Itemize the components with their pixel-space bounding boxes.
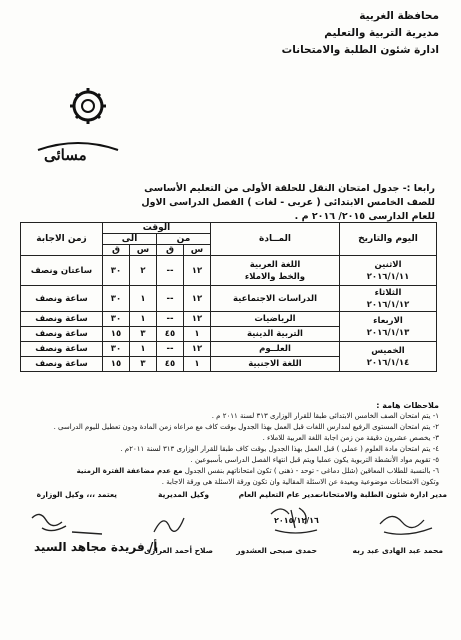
header-from: من (157, 234, 211, 245)
title-line-1: رابعا :- جدول امتحان النقل للحلقة الأولى من التعليم الأساسى (144, 183, 435, 194)
subject-cell (211, 256, 340, 286)
header-to-minutes: ق (103, 245, 130, 256)
signature-name: صلاح أحمد العرازى (144, 546, 213, 555)
header-subject: المــادة (211, 223, 340, 256)
from-hours: ١٢ (184, 256, 211, 286)
from-minutes: ٤٥ (157, 327, 184, 342)
signature-name-undersecretary: أ/ فريدة مجاهد السيد (34, 540, 158, 554)
to-hours: ١ (130, 286, 157, 312)
note-item: وتكون الامتحانات موضوعية ويعيدة عن الاسئلة المقالية وان تكون ورقة الاسئلة هى ورقة الاجابة . (161, 478, 439, 486)
duration-cell: ساعتان ونصف (21, 256, 103, 286)
day-name: الاربعاء (373, 315, 403, 326)
note-item (19, 466, 439, 477)
to-hours: ٣ (130, 327, 157, 342)
from-hours: ١٢ (184, 286, 211, 312)
header-from-minutes: ق (157, 245, 184, 256)
logo-text: مسائى (44, 146, 87, 164)
notes-section (19, 400, 439, 488)
duration-cell: ساعة ونصف (21, 357, 103, 372)
from-hours: ١٢ (184, 312, 211, 327)
from-hours: ١٢ (184, 342, 211, 357)
to-minutes: ٣٠ (103, 342, 130, 357)
to-hours: ٣ (130, 357, 157, 372)
to-hours: ١ (130, 342, 157, 357)
to-minutes: ١٥ (103, 327, 130, 342)
from-minutes: ٤٥ (157, 357, 184, 372)
day-date: ٢٠١٦/١/١٢ (366, 299, 410, 310)
subject-name: الدراسات الاجتماعية (211, 286, 340, 312)
to-minutes: ٣٠ (103, 256, 130, 286)
day-cell (340, 312, 437, 342)
department-line: ادارة شئون الطلبة والامتحانات (281, 44, 439, 56)
day-cell (340, 286, 437, 312)
table-row (21, 312, 437, 327)
to-hours: ١ (130, 312, 157, 327)
day-name: الاثنين (374, 259, 402, 270)
header-to-hours: س (130, 245, 157, 256)
day-date: ٢٠١٦/١/١١ (366, 271, 410, 282)
day-name: الثلاثاء (374, 287, 402, 298)
directorate-line: مديرية التربية والتعليم (324, 27, 439, 39)
signature-title: مدير ادارة شئون الطلبة والامتحانات (315, 490, 447, 499)
to-minutes: ٣٠ (103, 286, 130, 312)
day-date: ٢٠١٦/١/١٣ (366, 327, 410, 338)
signature-title: وكيل المديرية (158, 490, 209, 499)
header-duration: زمن الاجابة (21, 223, 103, 256)
handwritten-signature (150, 510, 190, 540)
from-minutes: -- (157, 256, 184, 286)
duration-cell: ساعة ونصف (21, 312, 103, 327)
duration-cell: ساعة ونصف (21, 342, 103, 357)
note-item: ٤- يتم امتحان مادة العلوم ( عملى ) قبل العمل بهذا الجدول بوقت كاف طبقا للقرار الوزارى ٣١٣ لسنة ٢٠١١م . (120, 445, 439, 453)
from-hours: ١ (184, 327, 211, 342)
header-from-hours: س (184, 245, 211, 256)
note-item: ٢- يتم امتحان المستوى الرفيع لمدارس اللغات قبل العمل بهذا الجدول بوقت كاف مع مراعاه زمن المادة ودون تعطيل لليوم الدراسى . (53, 423, 439, 431)
from-hours: ١ (184, 357, 211, 372)
subject-name: اللغة الاجنبية (211, 357, 340, 372)
table-row (21, 286, 437, 312)
subject-name: اللغة العربية (249, 259, 301, 270)
exam-schedule-table (20, 222, 437, 372)
to-hours: ٢ (130, 256, 157, 286)
letterhead (282, 8, 439, 59)
table-row (21, 256, 437, 286)
table-row (21, 342, 437, 357)
handwritten-signature (22, 508, 112, 542)
day-date: ٢٠١٦/١/١٤ (366, 357, 410, 368)
title-line-2: للصف الخامس الابتدائى ( عربى - لغات ) الفصل الدراسى الاول (141, 197, 435, 208)
note-item: ٣- يخصص عشرون دقيقة من زمن اجابة اللغة العربية للاملاء . (262, 434, 439, 442)
day-cell (340, 342, 437, 372)
from-minutes: -- (157, 342, 184, 357)
handwritten-date: ٢٠١٥/١٢/١٦ (274, 516, 319, 525)
to-minutes: ٣٠ (103, 312, 130, 327)
subject-name: والخط والاملاء (244, 271, 306, 282)
from-minutes: -- (157, 312, 184, 327)
header-time: الوقت (103, 223, 211, 234)
handwritten-signature (372, 504, 442, 540)
governorate-line: محافظة الغربية (359, 10, 439, 22)
signature-name: حمدى صبحى العشدور (236, 546, 317, 555)
header-to: الى (103, 234, 157, 245)
document-title (55, 182, 435, 224)
duration-cell: ساعة ونصف (21, 327, 103, 342)
note-item: ١- يتم امتحان الصف الخامس الابتدائى طبقا للقرار الوزارى ٣١٣ لسنة ٢٠١١ م . (211, 412, 439, 420)
title-line-3: للعام الدارسى ٢٠١٥/ ٢٠١٦ م . (294, 211, 435, 222)
signature-name: محمد عبد الهادى عبد ربه (352, 546, 443, 555)
notes-heading: ملاحظات هامة : (376, 401, 439, 410)
from-minutes: -- (157, 286, 184, 312)
day-cell (340, 256, 437, 286)
signature-title: مدير عام التعليم العام (238, 490, 319, 499)
to-minutes: ١٥ (103, 357, 130, 372)
note-item-text: ٦- بالنسبة للطلاب المعاقين (شلل دماغى - توحد - ذهنى ) تكون امتحاناتهم بنفس الجدول (184, 467, 439, 475)
day-name: الخميس (371, 345, 405, 356)
note-item-emphasis: مع عدم مضاعفة الفترة الزمنية (76, 467, 183, 475)
signature-title: يعتمد ،،، وكيل الوزارة (36, 490, 117, 499)
subject-name: العلــوم (211, 342, 340, 357)
duration-cell: ساعة ونصف (21, 286, 103, 312)
note-item: ٥- تقويم مواد الأنشطة التربوية يكون عمليا ويتم قبل انتهاء الفصل الدراسى بأسبوعين . (190, 456, 439, 464)
subject-name: التربية الدينية (211, 327, 340, 342)
header-day: اليوم والتاريخ (340, 223, 437, 256)
subject-name: الرياضيات (211, 312, 340, 327)
